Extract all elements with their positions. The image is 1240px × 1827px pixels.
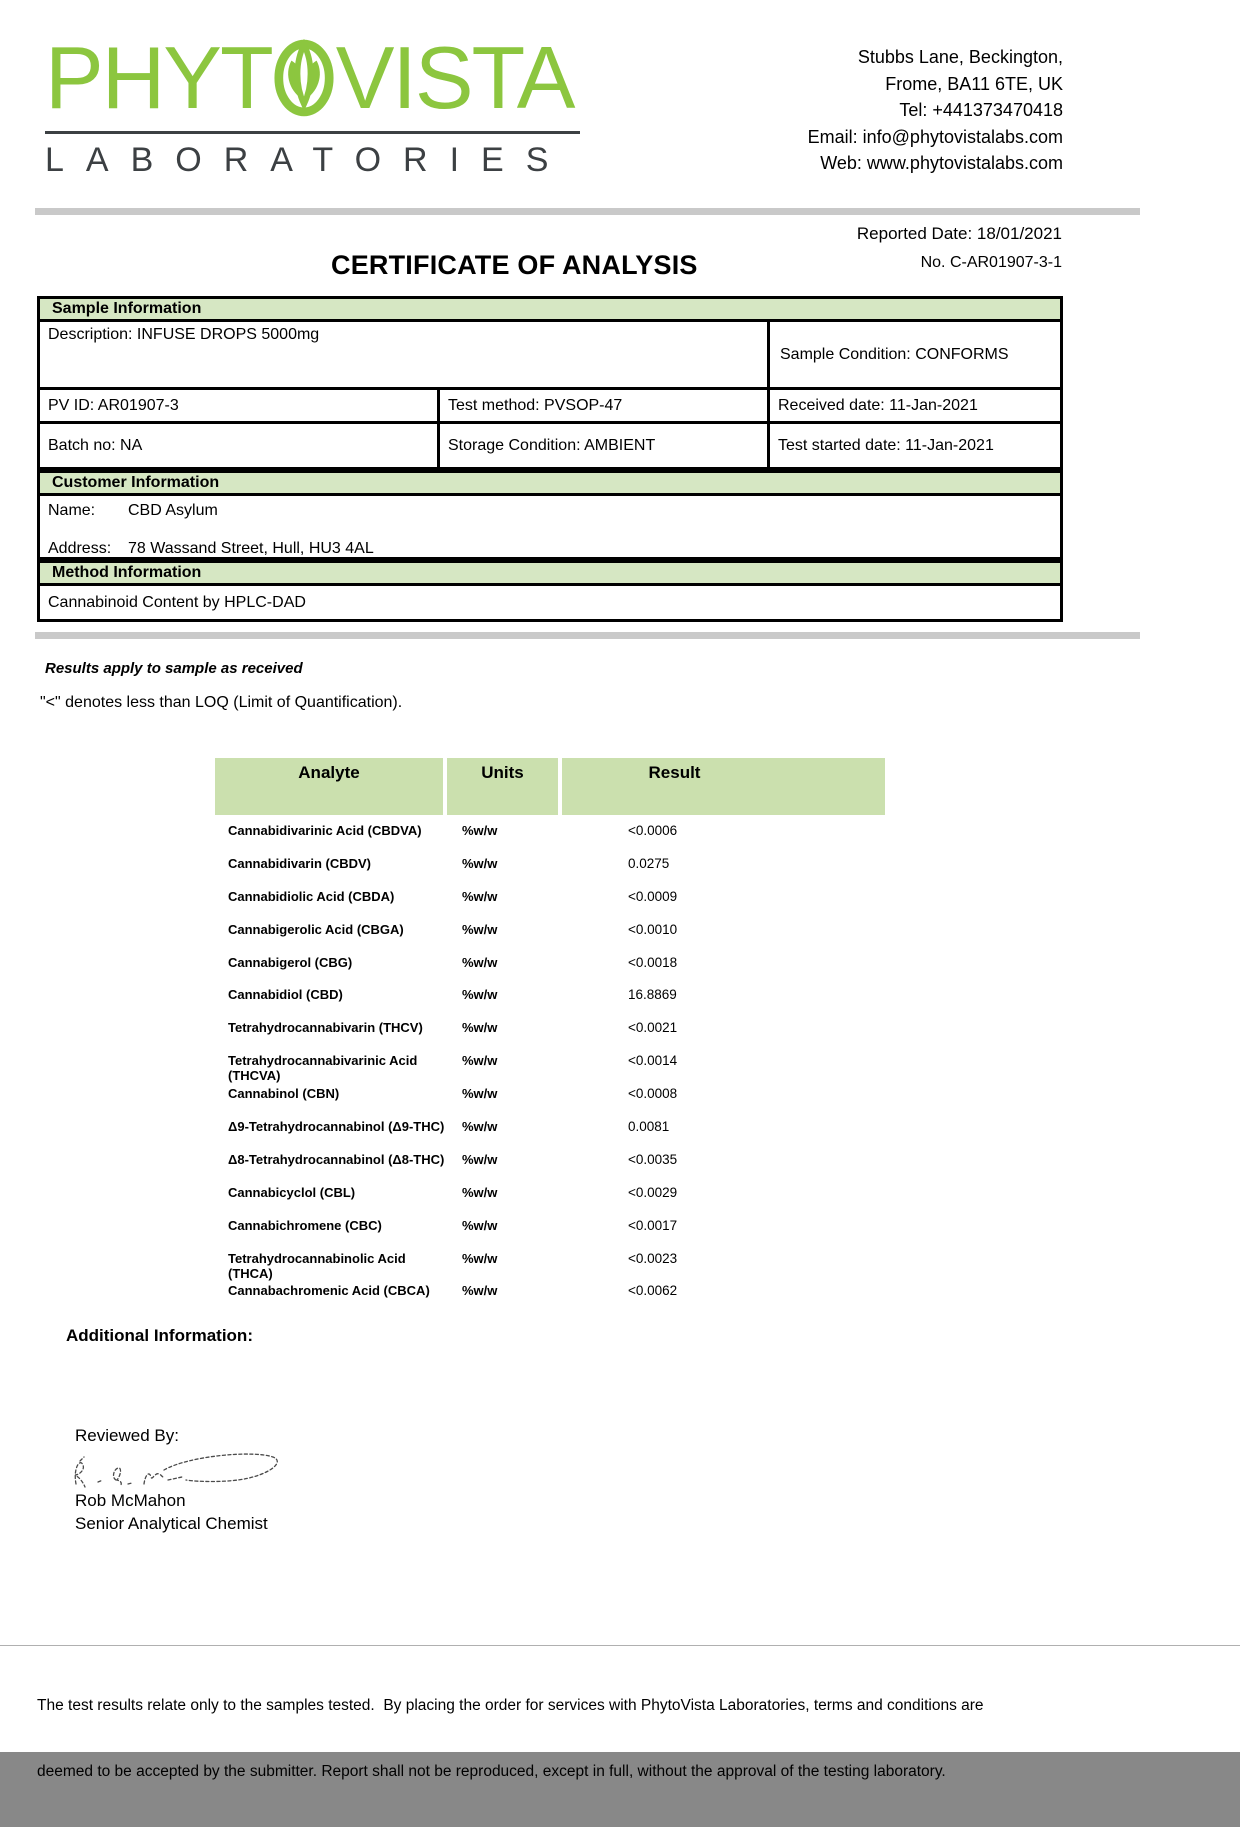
analyte-cell: Cannabachromenic Acid (CBCA) xyxy=(228,1283,430,1299)
footer-line1: The test results relate only to the samples tested. By placing the order for services with PhytoVista Laboratories, terms and conditions are xyxy=(37,1697,984,1714)
result-cell: <0.0021 xyxy=(628,1020,678,1036)
analyte-cell: Cannabidiol (CBD) xyxy=(228,987,343,1003)
result-cell: <0.0017 xyxy=(628,1217,678,1233)
customer-address-value: 78 Wassand Street, Hull, HU3 4AL xyxy=(128,540,374,557)
result-header: Result xyxy=(562,758,885,815)
sample-condition-cell: Sample Condition: CONFORMS xyxy=(780,345,1009,363)
units-cell: %w/w xyxy=(462,1184,498,1200)
analyte-cell: Cannabidivarinic Acid (CBDVA) xyxy=(228,823,422,838)
info-tables xyxy=(37,296,1063,622)
customer-address-line xyxy=(48,540,1052,560)
contact-address-line1: Stubbs Lane, Beckington, xyxy=(857,47,1063,67)
customer-name-line xyxy=(48,502,1052,522)
result-cell: 16.8869 xyxy=(628,987,677,1003)
analyte-cell: Cannabinol (CBN) xyxy=(228,1086,340,1102)
table-row xyxy=(215,914,885,947)
table-row xyxy=(215,1210,885,1243)
pv-id-cell: PV ID: AR01907-3 xyxy=(40,390,440,421)
units-cell: %w/w xyxy=(462,987,498,1003)
result-cell: <0.0029 xyxy=(628,1184,678,1200)
logo xyxy=(45,28,580,180)
analyte-cell: Cannabigerol (CBG) xyxy=(228,954,353,970)
units-cell: %w/w xyxy=(462,823,498,838)
table-row xyxy=(215,1144,885,1177)
received-date-cell: Received date: 11-Jan-2021 xyxy=(778,396,978,414)
description-row xyxy=(37,322,1063,390)
table-row xyxy=(215,1111,885,1144)
result-cell: <0.0010 xyxy=(628,921,678,937)
batch-row xyxy=(37,424,1063,470)
batch-no-cell: Batch no: NA xyxy=(40,424,440,467)
table-row xyxy=(215,1243,885,1281)
result-cell: <0.0062 xyxy=(628,1283,678,1299)
description-cell: Description: INFUSE DROPS 5000mg xyxy=(40,322,770,387)
units-header: Units xyxy=(447,758,558,815)
logo-divider xyxy=(45,131,580,134)
method-box: Cannabinoid Content by HPLC-DAD xyxy=(37,586,1063,622)
contact-email: Email: info@phytovistalabs.com xyxy=(807,126,1063,147)
units-cell: %w/w xyxy=(462,1020,498,1036)
units-cell: %w/w xyxy=(462,1250,498,1266)
table-row xyxy=(215,1045,885,1084)
footer-disclaimer xyxy=(37,1651,1212,1827)
units-cell: %w/w xyxy=(462,1086,498,1102)
customer-information-header: Customer Information xyxy=(37,470,1063,496)
test-method-cell: Test method: PVSOP-47 xyxy=(440,390,770,421)
test-started-cell: Test started date: 11-Jan-2021 xyxy=(778,436,994,454)
report-number: No. C-AR01907-3-1 xyxy=(920,254,1062,271)
units-cell: %w/w xyxy=(462,888,498,904)
note-sample-received: Results apply to sample as received xyxy=(45,660,303,677)
analyte-cell: Cannabidivarin (CBDV) xyxy=(228,855,372,871)
logo-subtitle: LABORATORIES xyxy=(45,141,571,179)
footer-line2: deemed to be accepted by the submitter. Report shall not be reproduced, except in full, without the approval of the testing laboratory. xyxy=(37,1763,946,1780)
results-table-header xyxy=(215,758,885,815)
units-cell: %w/w xyxy=(462,1119,498,1135)
signature-image xyxy=(68,1444,288,1492)
table-row xyxy=(215,947,885,980)
analyte-cell: Δ8-Tetrahydrocannabinol (Δ8-THC) xyxy=(228,1151,445,1167)
analyte-cell: Tetrahydrocannabivarinic Acid (THCVA) xyxy=(228,1053,418,1084)
result-cell: <0.0035 xyxy=(628,1151,678,1167)
pv-id-row xyxy=(37,390,1063,424)
result-cell: <0.0014 xyxy=(628,1053,678,1069)
contact-web: Web: www.phytovistalabs.com xyxy=(820,153,1063,173)
analyte-header: Analyte xyxy=(215,758,443,815)
logo-wordmark xyxy=(45,28,580,127)
analyte-cell: Tetrahydrocannabivarin (THCV) xyxy=(228,1020,423,1036)
logo-text-left: PHYT xyxy=(45,28,272,127)
result-cell: <0.0023 xyxy=(628,1250,678,1266)
table-row xyxy=(215,1275,885,1308)
reported-date: Reported Date: 18/01/2021 xyxy=(856,224,1062,243)
table-row xyxy=(215,881,885,914)
units-cell: %w/w xyxy=(462,1053,498,1069)
note-loq: "<" denotes less than LOQ (Limit of Quantification). xyxy=(40,694,403,711)
section-divider-bar xyxy=(35,632,1140,639)
result-cell: 0.0275 xyxy=(628,855,670,871)
contact-address-line2: Frome, BA11 6TE, UK xyxy=(885,73,1063,94)
reviewer-title: Senior Analytical Chemist xyxy=(75,1514,268,1533)
analyte-cell: Cannabichromene (CBC) xyxy=(228,1217,382,1233)
method-information-header: Method Information xyxy=(37,560,1063,586)
analyte-cell: Cannabidiolic Acid (CBDA) xyxy=(228,888,395,904)
result-cell: <0.0008 xyxy=(628,1086,678,1102)
units-cell: %w/w xyxy=(462,855,498,871)
header-divider-bar xyxy=(35,208,1140,215)
result-cell: 0.0081 xyxy=(628,1119,670,1135)
contact-tel: Tel: +441373470418 xyxy=(899,100,1063,120)
result-cell: <0.0018 xyxy=(628,954,678,970)
results-table xyxy=(215,758,885,1308)
customer-box xyxy=(37,496,1063,560)
logo-text-right: VISTA xyxy=(335,28,574,127)
table-row xyxy=(215,1177,885,1210)
customer-name-value: CBD Asylum xyxy=(128,502,218,519)
contact-block xyxy=(808,44,1063,177)
document-title: CERTIFICATE OF ANALYSIS xyxy=(331,250,698,280)
analyte-cell: Δ9-Tetrahydrocannabinol (Δ9-THC) xyxy=(228,1119,445,1135)
customer-name-label: Name: xyxy=(48,502,96,519)
table-row xyxy=(215,1078,885,1111)
result-cell: <0.0009 xyxy=(628,888,678,904)
leaf-icon xyxy=(273,38,335,118)
reviewer-name: Rob McMahon xyxy=(75,1491,186,1510)
table-row xyxy=(215,815,885,848)
table-row xyxy=(215,1012,885,1045)
table-row xyxy=(215,979,885,1012)
result-cell: <0.0006 xyxy=(628,823,678,838)
units-cell: %w/w xyxy=(462,1217,498,1233)
analyte-cell: Cannabigerolic Acid (CBGA) xyxy=(228,921,404,937)
footer-divider xyxy=(0,1645,1240,1646)
additional-information-label: Additional Information: xyxy=(66,1326,253,1345)
customer-address-label: Address: xyxy=(48,540,112,557)
units-cell: %w/w xyxy=(462,1283,498,1299)
reviewed-by-label: Reviewed By: xyxy=(75,1426,179,1445)
storage-condition-cell: Storage Condition: AMBIENT xyxy=(440,424,770,467)
results-table-body xyxy=(215,815,885,1308)
analyte-cell: Cannabicyclol (CBL) xyxy=(228,1184,356,1200)
table-row xyxy=(215,848,885,881)
sample-information-header: Sample Information xyxy=(37,296,1063,322)
analyte-cell: Tetrahydrocannabinolic Acid (THCA) xyxy=(228,1250,406,1281)
units-cell: %w/w xyxy=(462,954,498,970)
units-cell: %w/w xyxy=(462,1151,498,1167)
units-cell: %w/w xyxy=(462,921,498,937)
